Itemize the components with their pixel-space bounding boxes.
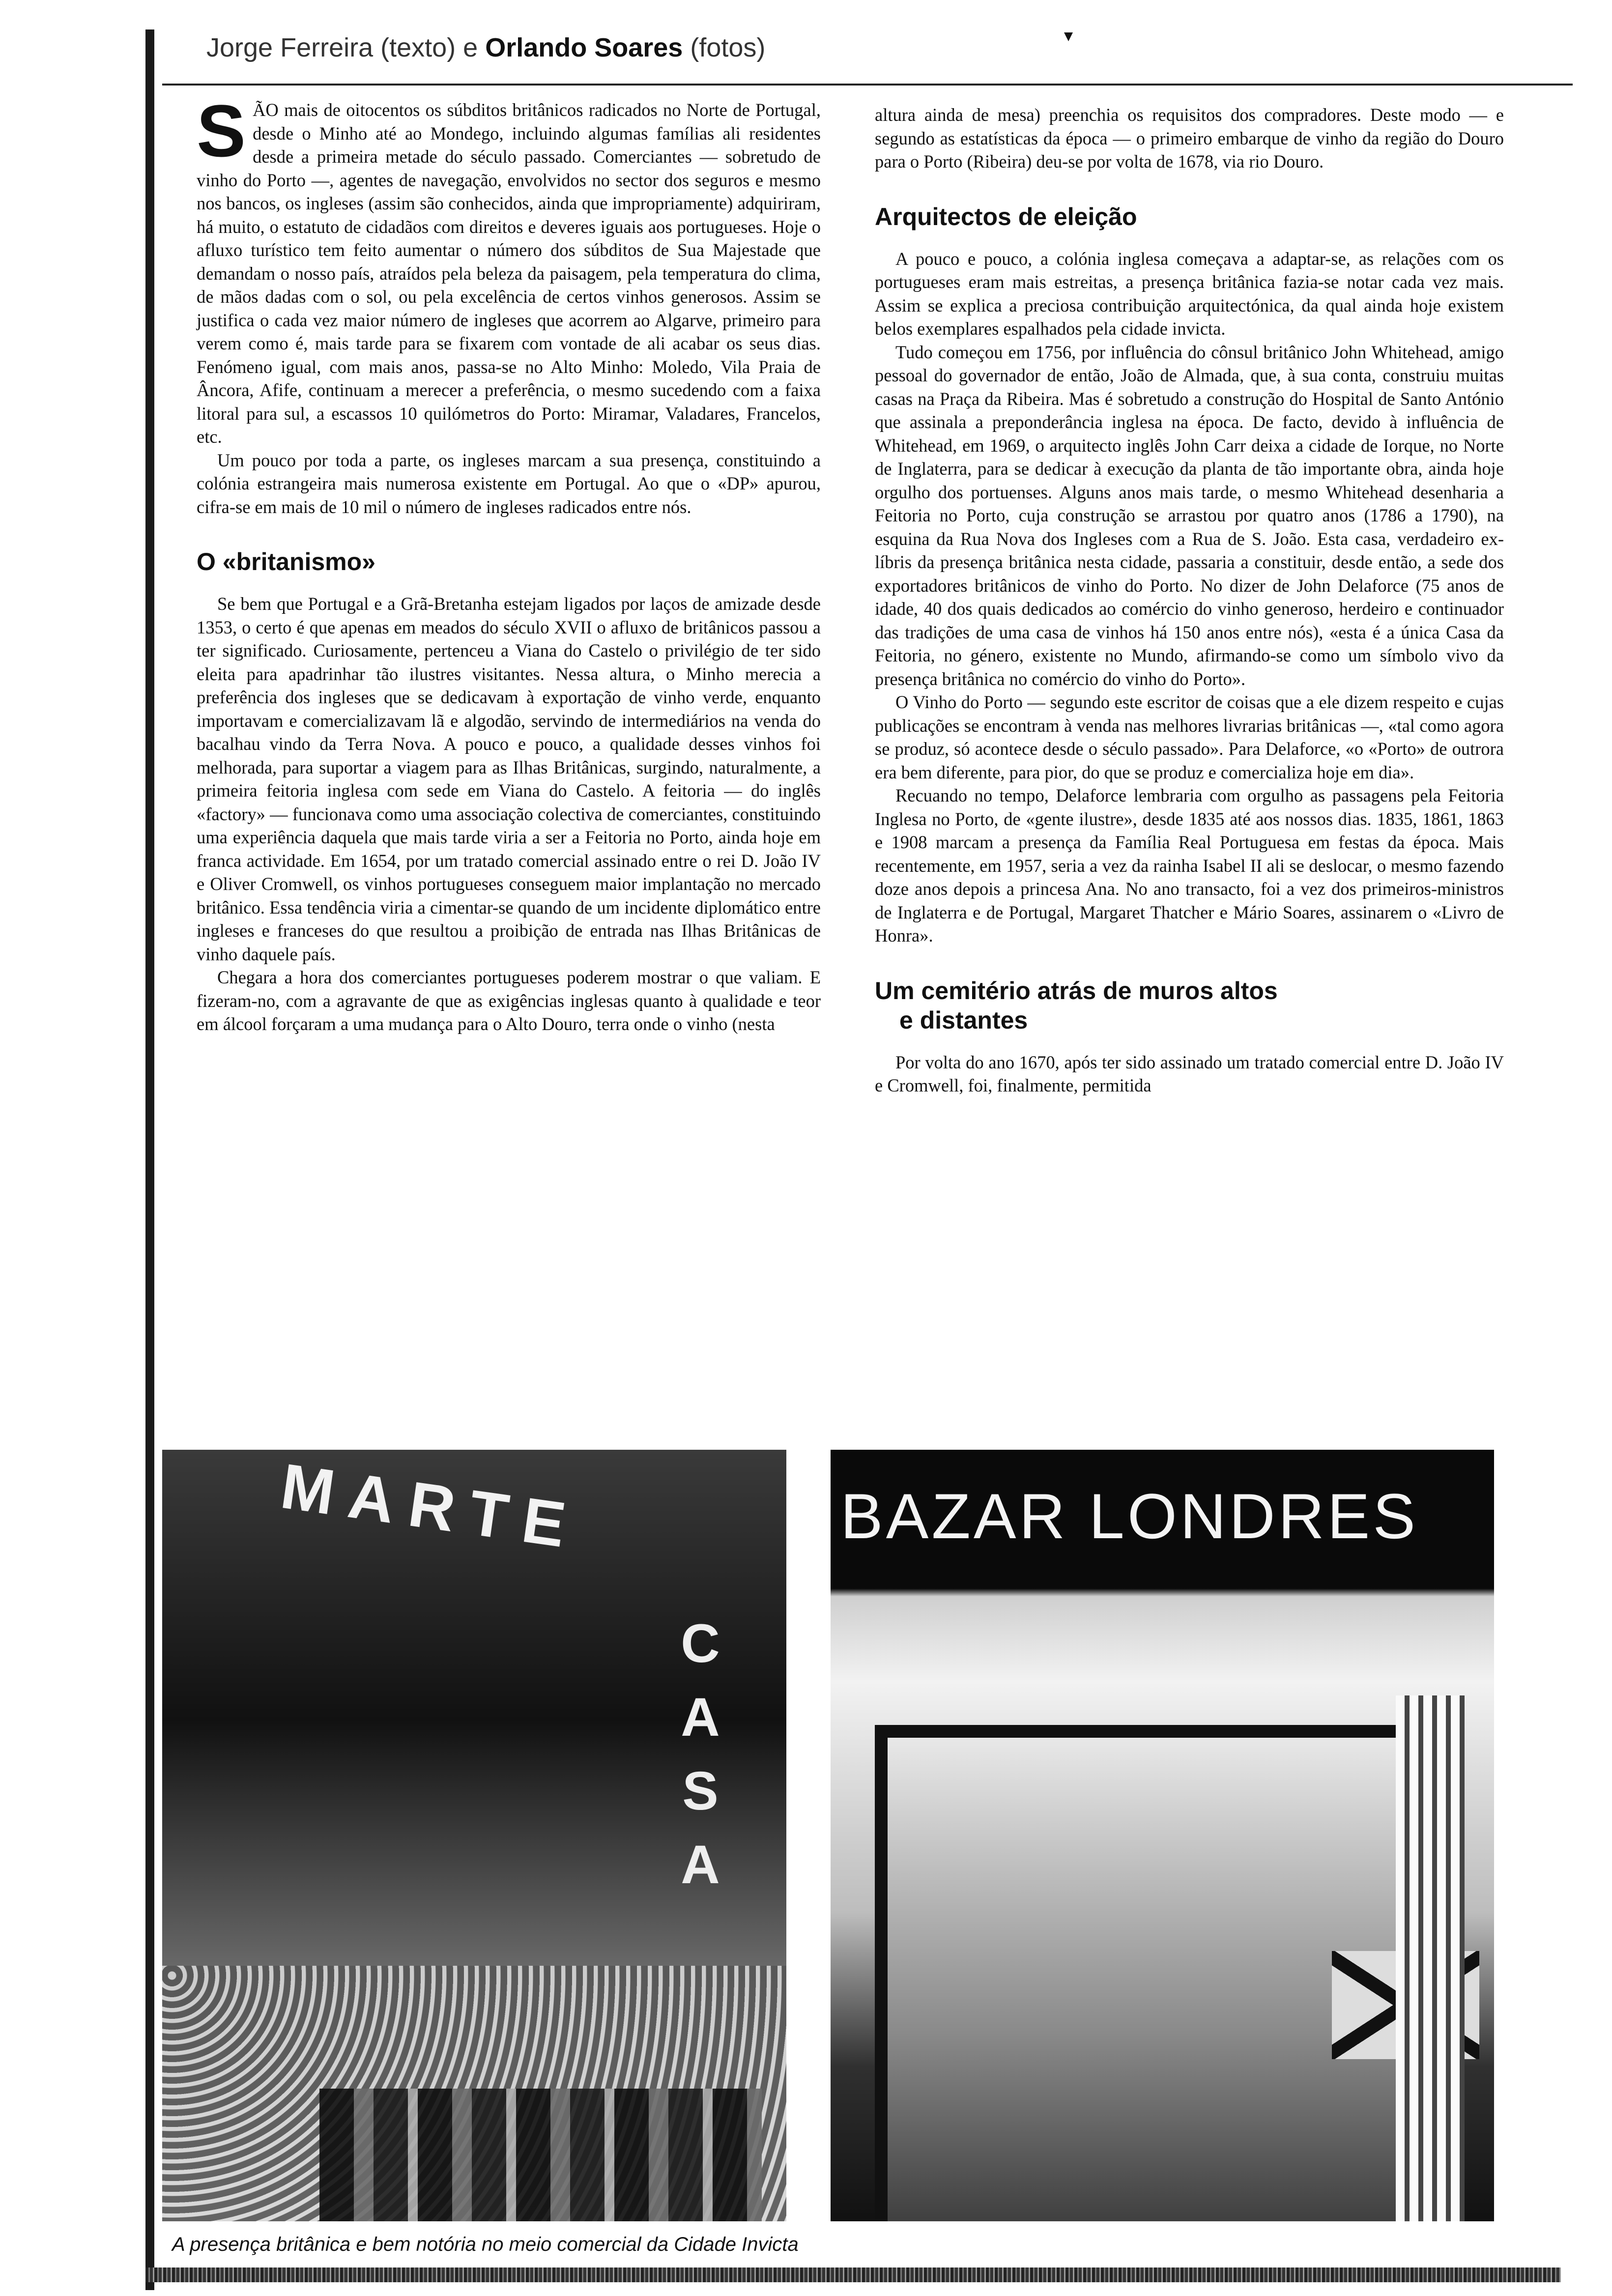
section-heading-cemiterio: Um cemitério atrás de muros altos e distantes <box>875 976 1278 1034</box>
left-margin-bar <box>145 29 154 2290</box>
casa-sign: CASA <box>681 1613 720 1895</box>
cemiterio-paragraph-1: Por volta do ano 1670, após ter sido assinado um tratado comercial entre D. João IV e Cromwell, foi, finalmente, permitida <box>875 1052 1504 1095</box>
photo-bazar-londres <box>831 1450 1494 2221</box>
pedestrians <box>319 2089 762 2221</box>
intro-paragraph-2: Um pouco por toda a parte, os ingleses marcam a sua presença, constituindo a colónia estrangeira mais numerosa existente em Portugal. Ao que o «DP» apurou, cifra-se em mais de 10 mil o número de ingleses radicados entre nós. <box>197 450 821 517</box>
arquitectos-paragraph-4: Recuando no tempo, Delaforce lembraria com orgulho as passagens pela Feitoria Inglesa no Porto, de «gente ilustre», desde 1835 até aos nossos dias. 1835, 1861, 1863 e 1908 marcam a presença da Família Real Portuguesa em festas da época. Mais recentemente, em 1957, seria a vez da rainha Isabel II ali se deslocar, o mesmo fazendo doze anos depois a princesa Ana. No ano transacto, foi a vez dos primeiros-ministros de Inglaterra e de Portugal, Margaret Thatcher e Mário Soares, assinarem o «Livro de Honra». <box>875 785 1504 946</box>
marte-sign: MARTE <box>276 1450 585 1563</box>
britanismo-paragraph-1: Se bem que Portugal e a Grã-Bretanha estejam ligados por laços de amizade desde 1353, o certo é que apenas em meados do século XVII o afluxo de britânicos passou a ter significado. Curiosamente, pertenceu a Viana do Castelo o privilégio de ter sido eleita para apadrinhar tão ilustres visitantes. Nessa altura, o Minho merecia a preferência dos ingleses que se dedicavam à exportação de vinho verde, enquanto importavam e comercializavam lã e algodão, servindo de intermediários na venda do bacalhau vindo da Terra Nova. A pouco e pouco, a qualidade desses vinhos foi melhorada, para suportar a viagem para as Ilhas Britânicas, surgindo, naturalmente, a primeira feitoria inglesa com sede em Viana do Castelo. A feitoria — do inglês «factory» — funcionava como uma associação colectiva de comerciantes, constituindo uma experiência daquela que mais tarde viria a ser a Feitoria no Porto, ainda hoje em franca actividade. Em 1654, por um tratado comercial assinado entre o rei D. João IV e Oliver Cromwell, os vinhos portugueses conseguem maior implantação no mercado britânico. Essa tendência viria a cimentar-se quando de um incidente diplomático entre ingleses e franceses do que resultou a proibição de entrada nas Ilhas Britânicas de vinho daquele país. <box>197 594 821 964</box>
continuation-paragraph: altura ainda de mesa) preenchia os requisitos dos compradores. Deste modo — e segundo as estatísticas da época — o primeiro embarque de vinho da região do Douro para o Porto (Ribeira) deu-se por volta de 1678, via rio Douro. <box>875 105 1504 172</box>
britanismo-paragraph-2: Chegara a hora dos comerciantes portugueses poderem mostrar o que valiam. E fizeram-no, com a agravante de que as exigências inglesas quanto à qualidade e teor em álcool forçaram a uma mudança para o Alto Douro, terra onde o vinho (nesta <box>197 967 821 1034</box>
section-heading-britanismo: O «britanismo» <box>197 548 375 575</box>
left-column <box>197 89 821 1036</box>
drop-cap: S <box>197 89 246 172</box>
arrow-down-icon <box>1064 32 1073 41</box>
arquitectos-paragraph-3: O Vinho do Porto — segundo este escritor de coisas que a ele dizem respeito e cujas publicações se encontram à venda nas melhores livrarias britânicas —, «tal como agora se produz, só acontece desde o século passado». Para Delaforce, «o «Porto» de outrora era bem diferente, para pior, do que se produz e comercializa hoje em dia». <box>875 692 1504 782</box>
photo-caption: A presença britânica e bem notória no meio comercial da Cidade Invicta <box>172 2234 799 2255</box>
fluted-pillar <box>1396 1695 1465 2221</box>
right-column <box>875 103 1504 1097</box>
arquitectos-paragraph-2: Tudo começou em 1756, por influência do cônsul britânico John Whitehead, amigo pessoal do governador de então, João de Almada, que, à sua conta, construiu muitas casas na Praça da Ribeira. Mas é sobretudo a construção do Hospital de Santo António que assinala a preponderância inglesa na época. De facto, devido à influência de Whitehead, em 1969, o arquitecto inglês John Carr deixa a cidade de Iorque, no Norte de Inglaterra, para se dedicar à execução da planta de tão importante obra, ainda hoje orgulho dos portuenses. Alguns anos mais tarde, o mesmo Whitehead desenharia a Feitoria no Porto, cuja construção se arrastou por quatro anos (1786 a 1790), na esquina da Rua Nova dos Ingleses com a Rua de S. João. Esta casa, verdadeiro ex-líbris da presença britânica nesta cidade, passaria a constituir, desde então, a sede dos exportadores britânicos de vinho do Porto. No dizer de John Delaforce (75 anos de idade, 40 dos quais dedicados ao comércio do vinho generoso, herdeiro e continuador das tradições de uma casa de vinhos há 150 anos entre nós), «esta é a única Casa da Feitoria, no género, existente no Mundo, afirmando-se como um símbolo vivo da presença britânica no comércio do vinho do Porto». <box>875 342 1504 689</box>
photographer-name: Orlando Soares <box>485 33 683 62</box>
byline: Jorge Ferreira (texto) e Orlando Soares (fotos) <box>206 33 766 62</box>
arquitectos-paragraph-1: A pouco e pouco, a colónia inglesa começava a adaptar-se, as relações com os portugueses eram mais estreitas, a presença britânica fazia-se notar cada vez mais. Assim se explica a preciosa contribuição arquitectónica, da qual ainda hoje existem belos exemplares espalhados pela cidade invicta. <box>875 248 1504 339</box>
bottom-border <box>145 2267 1561 2282</box>
intro-paragraph: SÃO mais de oitocentos os súbditos britânicos radicados no Norte de Portugal, desde o Minho até ao Mondego, incluindo algumas famílias ali residentes desde a primeira metade do século passado. Comerciantes — sobretudo de vinho do Porto —, agentes de navegação, envolvidos no sector dos seguros e mesmo nos bancos, os ingleses (assim são conhecidos, ainda que impropriamente) adquiriram, há muito, o estatuto de cidadãos com direitos e deveres iguais aos portugueses. Hoje o afluxo turístico tem feito aumentar o número dos súbditos de Sua Majestade que demandam o nosso país, atraídos pela beleza da paisagem, pela temperatura do clima, de mãos dadas com o sol, ou pela excelência de certos vinhos generosos. Assim se justifica o cada vez maior número de ingleses que acorrem ao Algarve, primeiro para verem como é, mais tarde para se fixarem com vontade de ali acabar os seus dias. Fenómeno igual, com mais anos, passa-se no Alto Minho: Moledo, Vila Praia de Âncora, Afife, continuam a merecer a preferência, o mesmo sucedendo com a faixa litoral para sul, a escassos 10 quilómetros do Porto: Miramar, Valadares, Francelos, etc. <box>197 89 821 447</box>
top-divider <box>162 84 1573 86</box>
photo-street-marte-casa <box>162 1450 786 2221</box>
bazar-londres-sign: BAZAR LONDRES <box>840 1480 1419 1552</box>
section-heading-arquitectos: Arquitectos de eleição <box>875 202 1137 230</box>
